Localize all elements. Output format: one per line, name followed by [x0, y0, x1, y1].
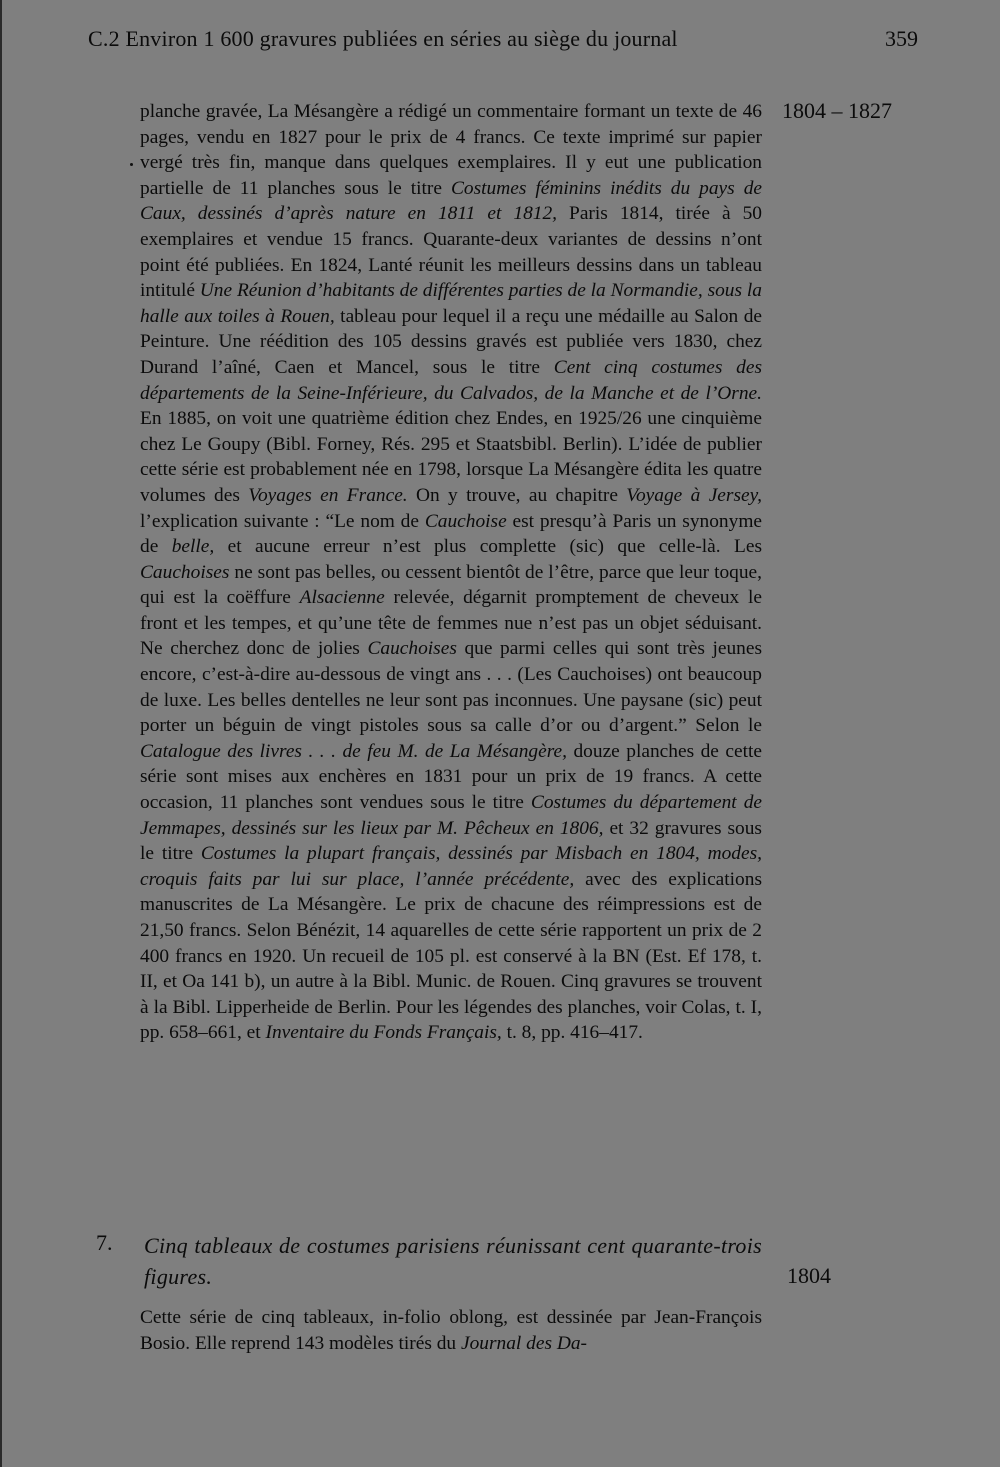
italic-title-run: Une Réunion d’habitants de différentes parties de la Normandie, sous la halle aux toiles à Rouen, [140, 280, 762, 327]
italic-title-run: Costumes la plupart français, dessinés par Misbach en 1804, modes, croquis faits par lui sur place, l’année précédente, [140, 843, 762, 890]
stray-ink-dot [130, 163, 133, 166]
italic-title-run: Voyages en France. [248, 484, 408, 506]
main-paragraph [140, 99, 762, 1046]
italic-title-run: belle, [171, 536, 215, 558]
italic-title-run: Cauchoise [424, 510, 507, 532]
page-header [88, 26, 918, 60]
page-number: 359 [885, 26, 918, 51]
italic-title-run: Costumes du département de Jemmapes, dessinés sur les lieux par M. Pêcheux en 1806, [140, 792, 763, 839]
italic-title-run: Journal des Da- [460, 1332, 587, 1354]
italic-title-run: Cauchoises [140, 561, 230, 583]
margin-date-single: 1804 [787, 1263, 831, 1288]
italic-title-run: Catalogue des livres . . . de feu M. de La Mésangère, [140, 740, 567, 762]
italic-title-run: Alsacienne [299, 587, 385, 609]
italic-title-run: Cauchoises [367, 638, 457, 660]
italic-title-run: Voyage à Jersey, [626, 484, 762, 506]
main-paragraph-text: planche gravée, La Mésangère a rédigé un commentaire formant un texte de 46 pages, vendu en 1827 pour le prix de 4 francs. Ce texte imprimé sur papier vergé très fin, manque dans quelques exemplaires. Il y eut une publication partielle de 11 planches sous le titre Costumes féminins inédits du pays de Caux, dessinés d’après nature en 1811 et 1812, Paris 1814, tirée à 50 exemplaires et vendue 15 francs. Quarante-deux variantes de dessins n’ont point été publiées. En 1824, Lanté réunit les meilleurs dessins dans un tableau intitulé Une Réunion d’habitants de différentes parties de la Normandie, sous la halle aux toiles à Rouen, tableau pour lequel il a reçu une médaille au Salon de Peinture. Une réédition des 105 dessins gravés est publiée vers 1830, chez Durand l’aîné, Caen et Mancel, sous le titre Cent cinq costumes des départements de la Seine-Inférieure, du Calvados, de la Manche et de l’Orne. En 1885, on voit une quatrième édition chez Endes, en 1925/26 une cinquième chez Le Goupy (Bibl. Forney, Rés. 295 et Staatsbibl. Berlin). L’idée de publier cette série est probablement née en 1798, lorsque La Mésangère édita les quatre volumes des Voyages en France. On y trouve, au chapitre Voyage à Jersey, l’explication suivante : “Le nom de Cauchoise est presqu’à Paris un synonyme de belle, et aucune erreur n’est plus complette (sic) que celle-là. Les Cauchoises ne sont pas belles, ou cessent bientôt de l’être, parce que leur toque, qui est la coëffure Alsacienne relevée, dégarnit promptement de cheveux le front et les tempes, et qu’une tête de femmes nue n’est pas un objet séduisant. Ne cherchez donc de jolies Cauchoises que parmi celles qui sont très jeunes encore, c’est-à-dire au-dessous de vingt ans . . . (Les Cauchoises) ont beaucoup de luxe. Les belles dentelles ne leur sont pas inconnues. Une paysane (sic) peut porter un béguin de vingt pistoles sous sa calle d’or ou d’argent.” Selon le Catalogue des livres . . . de feu M. de La Mésangère, douze planches de cette série sont mises aux enchères en 1831 pour un prix de 19 francs. A cette occasion, 11 planches sont vendues sous le titre Costumes du département de Jemmapes, dessinés sur les lieux par M. Pêcheux en 1806, et 32 gravures sous le titre Costumes la plupart français, dessinés par Misbach en 1804, modes, croquis faits par lui sur place, l’année précédente, avec des explications manuscrites de La Mésangère. Le prix de chacune des réimpressions est de 21,50 francs. Selon Bénézit, 14 aquarelles de cette série rapportent un prix de 2 400 francs en 1920. Un recueil de 105 pl. est conservé à la BN (Est. Ef 178, t. II, et Oa 141 b), un autre à la Bibl. Munic. de Rouen. Cinq gravures se trouvent à la Bibl. Lipperheide de Berlin. Pour les légendes des planches, voir Colas, t. I, pp. 658–661, et Inventaire du Fonds Français, t. 8, pp. 416–417. [140, 101, 763, 1044]
item-paragraph-text: Cette série de cinq tableaux, in-folio oblong, est dessinée par Jean-François Bosio. Elle reprend 143 modèles tirés du Journal des Da- [140, 1307, 762, 1354]
margin-date-range: 1804 – 1827 [782, 98, 892, 123]
italic-title-run: Costumes féminins inédits du pays de Caux, dessinés d’après nature en 1811 et 1812, [140, 177, 763, 225]
item-number: 7. [96, 1230, 113, 1255]
italic-title-run: Inventaire du Fonds Français, [265, 1022, 502, 1044]
page-edge-shadow [0, 0, 2, 1467]
item-paragraph [140, 1305, 762, 1356]
italic-title-run: Cent cinq costumes des départements de la Seine-Inférieure, du Calvados, de la Manche et de l’Orne. [140, 356, 763, 404]
item-title: Cinq tableaux de costumes parisiens réunissant cent quarante-trois figures. [144, 1233, 762, 1289]
running-head: C.2 Environ 1 600 gravures publiées en séries au siège du journal [88, 26, 678, 51]
